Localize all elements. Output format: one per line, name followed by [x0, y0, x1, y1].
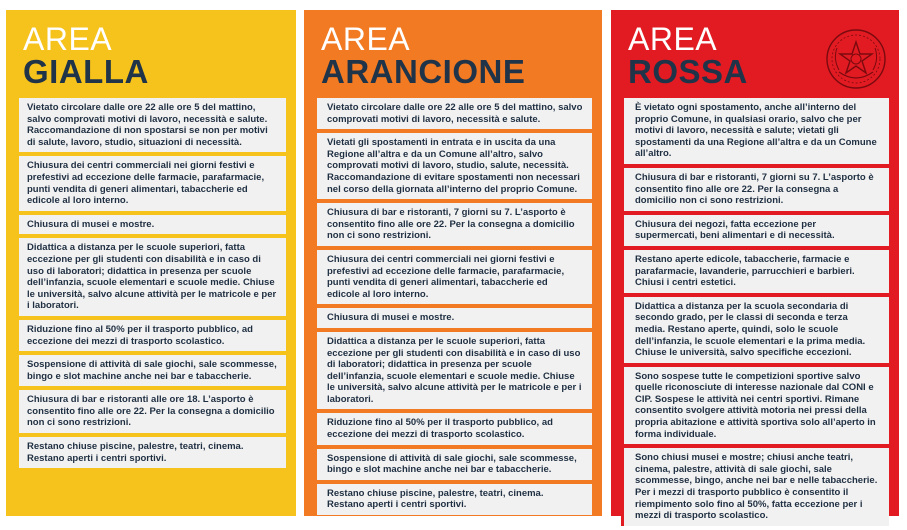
area-rossa-column [611, 10, 899, 522]
rule-item: Chiusura di musei e mostre. [16, 215, 286, 235]
rule-item: Vietato circolare dalle ore 22 alle ore 5 del mattino, salvo comprovati motivi di lavoro, necessità e salute. [314, 98, 592, 129]
rule-item: Didattica a distanza per le scuole superiori, fatta eccezione per gli studenti con disabilità e in caso di uso di laboratori; didattica in presenza per scuole dell’infanzia, scuole elementari e scuole medie. Chiuse le università, salvo alcune attività per le matricole e per i laboratori. [314, 332, 592, 410]
rule-item: Restano aperte edicole, tabaccherie, farmacie e parafarmacie, lavanderie, parrucchieri e barbieri. Chiusi i centri estetici. [621, 250, 889, 293]
area-gialla-header [16, 10, 286, 98]
rule-item: Vietato circolare dalle ore 22 alle ore 5 del mattino, salvo comprovati motivi di lavoro, necessità e salute. Raccomandazione di non spostarsi se non per motivi di salute, lavoro, studio, situazioni di necessità. [16, 98, 286, 152]
area-arancione-label: AREA [321, 21, 411, 57]
rule-item: È vietato ogni spostamento, anche all’interno del proprio Comune, in qualsiasi orario, salvo che per motivi di lavoro, necessità e salute; vietati gli spostamenti da una Regione all’altra e da un Comune all’altro. [621, 98, 889, 164]
rule-item: Riduzione fino al 50% per il trasporto pubblico, ad eccezione dei mezzi di trasporto scolastico. [16, 320, 286, 351]
rule-item: Didattica a distanza per le scuole superiori, fatta eccezione per gli studenti con disabilità e in caso di uso di laboratori; didattica in presenza per scuole dell’infanzia, scuole elementari e scuole medie. Chiuse le università, salvo alcune attività per le matricole e per i laboratori. [16, 238, 286, 316]
area-rossa-label: AREA [628, 21, 718, 57]
rule-item: Chiusura dei centri commerciali nei giorni festivi e prefestivi ad eccezione delle farmacie, parafarmacie, punti vendita di generi alimentari, tabaccherie ed edicole al loro interno. [16, 156, 286, 210]
rule-item: Sospensione di attività di sale giochi, sale scommesse, bingo e slot machine anche nei bar e tabaccherie. [16, 355, 286, 386]
rule-item: Sospensione di attività di sale giochi, sale scommesse, bingo e slot machine anche nei bar e tabaccherie. [314, 449, 592, 480]
rule-item: Chiusura dei negozi, fatta eccezione per supermercati, beni alimentari e di necessità. [621, 215, 889, 246]
rule-item: Restano chiuse piscine, palestre, teatri, cinema. Restano aperti i centri sportivi. [314, 484, 592, 515]
rule-item: Didattica a distanza per la scuola secondaria di secondo grado, per le classi di seconda e terza media. Restano aperte, quindi, solo le scuole dell’infanzia, le scuole elementari e la prima media. Chiuse le università, salvo specifiche eccezioni. [621, 297, 889, 363]
rule-item: Chiusura dei centri commerciali nei giorni festivi e prefestivi ad eccezione delle farmacie, parafarmacie, punti vendita di generi alimentari, tabaccherie ed edicole al loro interno. [314, 250, 592, 304]
rule-item: Restano chiuse piscine, palestre, teatri, cinema. Restano aperti i centri sportivi. [16, 437, 286, 468]
area-gialla-label: AREA [23, 21, 113, 57]
italian-republic-emblem-icon [825, 28, 887, 90]
rule-item: Chiusura di musei e mostre. [314, 308, 592, 328]
area-rossa-header [621, 10, 889, 98]
area-gialla-title: GIALLA [23, 53, 149, 90]
area-arancione-column [304, 10, 602, 516]
rule-item: Chiusura di bar e ristoranti alle ore 18. L’asporto è consentito fino alle ore 22. Per la consegna a domicilio non ci sono restrizioni. [16, 390, 286, 433]
area-arancione-title: ARANCIONE [321, 53, 526, 90]
rule-item: Chiusura di bar e ristoranti, 7 giorni su 7. L’asporto è consentito fino alle ore 22. Per la consegna a domicilio non ci sono restrizioni. [621, 168, 889, 211]
rule-item: Sono chiusi musei e mostre; chiusi anche teatri, cinema, palestre, attività di sale giochi, sale scommesse, bingo, anche nei bar e nelle tabaccherie. Per i mezzi di trasporto pubblico è consentito il riempimento solo fino al 50%, fatta eccezione per i mezzi di trasporto scolastico. [621, 448, 889, 526]
area-arancione-header [314, 10, 592, 98]
rule-item: Sono sospese tutte le competizioni sportive salvo quelle riconosciute di interesse nazionale dal CONI e CIP. Sospese le attività nei centri sportivi. Rimane consentito svolgere attività motoria nei pressi della propria abitazione e attività sportiva solo all’aperto in forma individuale. [621, 367, 889, 445]
area-gialla-column [6, 10, 296, 516]
area-arancione-rules-list [314, 98, 592, 519]
rule-item: Vietati gli spostamenti in entrata e in uscita da una Regione all’altra e da un Comune all’altro, salvo comprovati motivi di lavoro, studio, salute, necessità. Raccomandazione di evitare spostamenti non necessari nel corso della giornata all’interno del proprio Comune. [314, 133, 592, 199]
rule-item: Chiusura di bar e ristoranti, 7 giorni su 7. L’asporto è consentito fino alle ore 22. Per la consegna a domicilio non ci sono restrizioni. [314, 203, 592, 246]
area-rossa-rules-list [621, 98, 889, 530]
area-rossa-title: ROSSA [628, 53, 748, 90]
area-gialla-rules-list [16, 98, 286, 472]
rule-item: Riduzione fino al 50% per il trasporto pubblico, ad eccezione dei mezzi di trasporto scolastico. [314, 413, 592, 444]
